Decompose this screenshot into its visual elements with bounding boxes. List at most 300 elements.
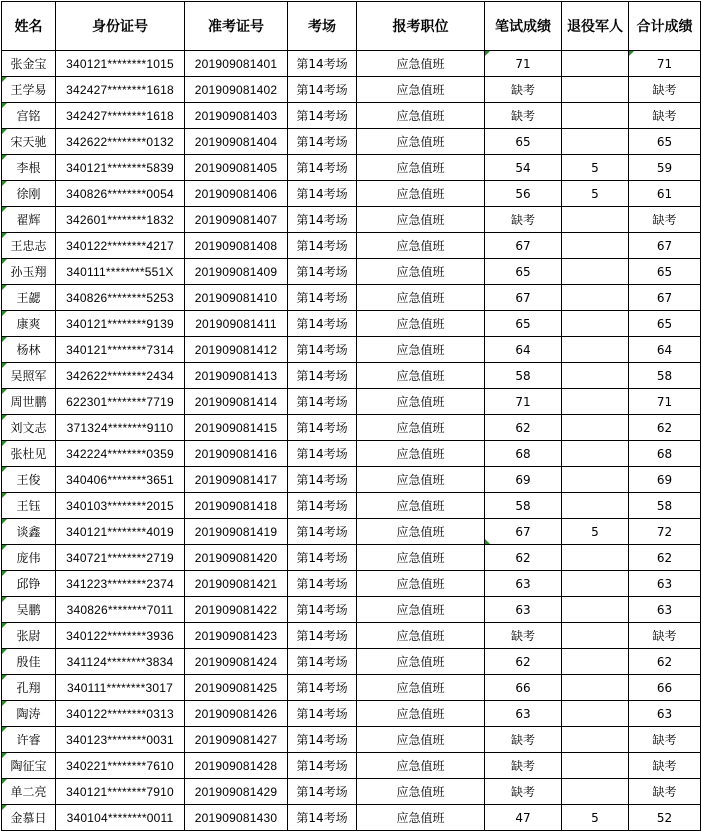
table-row xyxy=(2,259,701,285)
cell-marker-icon xyxy=(2,519,7,524)
cell-written-score: 62 xyxy=(485,649,562,675)
cell-exam-ticket: 201909081401 xyxy=(185,51,288,77)
cell-total-score: 缺考 xyxy=(629,207,701,233)
cell-id-number: 340406********3651 xyxy=(56,467,185,493)
table-row xyxy=(2,571,701,597)
table-row xyxy=(2,441,701,467)
cell-veteran xyxy=(562,207,629,233)
cell-written-score: 63 xyxy=(485,597,562,623)
cell-exam-ticket: 201909081425 xyxy=(185,675,288,701)
cell-marker-icon xyxy=(2,389,7,394)
cell-position: 应急值班 xyxy=(357,571,485,597)
header-written-score: 笔试成绩 xyxy=(485,2,562,51)
cell-marker-icon xyxy=(2,597,7,602)
cell-exam-room: 第14考场 xyxy=(288,571,357,597)
cell-exam-room: 第14考场 xyxy=(288,77,357,103)
cell-name: 吴照军 xyxy=(2,363,56,389)
cell-marker-icon xyxy=(2,623,7,628)
cell-exam-ticket: 201909081427 xyxy=(185,727,288,753)
cell-exam-room: 第14考场 xyxy=(288,155,357,181)
table-row xyxy=(2,493,701,519)
table-row xyxy=(2,415,701,441)
cell-total-score: 67 xyxy=(629,285,701,311)
cell-exam-room: 第14考场 xyxy=(288,415,357,441)
cell-total-score: 59 xyxy=(629,155,701,181)
cell-marker-icon xyxy=(2,363,7,368)
cell-exam-ticket: 201909081422 xyxy=(185,597,288,623)
cell-total-score: 缺考 xyxy=(629,623,701,649)
cell-position: 应急值班 xyxy=(357,441,485,467)
cell-id-number: 340826********5253 xyxy=(56,285,185,311)
cell-id-number: 340121********4019 xyxy=(56,519,185,545)
cell-exam-room: 第14考场 xyxy=(288,805,357,831)
cell-marker-icon xyxy=(2,103,7,108)
cell-veteran xyxy=(562,675,629,701)
cell-written-score: 66 xyxy=(485,675,562,701)
cell-total-score: 65 xyxy=(629,129,701,155)
cell-position: 应急值班 xyxy=(357,467,485,493)
cell-exam-ticket: 201909081417 xyxy=(185,467,288,493)
table-row xyxy=(2,233,701,259)
cell-position: 应急值班 xyxy=(357,233,485,259)
cell-id-number: 340122********4217 xyxy=(56,233,185,259)
cell-total-score: 58 xyxy=(629,363,701,389)
table-row xyxy=(2,519,701,545)
cell-written-score: 71 xyxy=(485,51,562,77)
cell-written-score: 69 xyxy=(485,467,562,493)
cell-total-score: 62 xyxy=(629,649,701,675)
cell-written-score: 54 xyxy=(485,155,562,181)
cell-name: 殷佳 xyxy=(2,649,56,675)
cell-name: 徐刚 xyxy=(2,181,56,207)
cell-name: 谈鑫 xyxy=(2,519,56,545)
cell-id-number: 340122********0313 xyxy=(56,701,185,727)
cell-position: 应急值班 xyxy=(357,779,485,805)
cell-name: 李根 xyxy=(2,155,56,181)
cell-written-score: 56 xyxy=(485,181,562,207)
cell-exam-ticket: 201909081430 xyxy=(185,805,288,831)
cell-veteran xyxy=(562,337,629,363)
cell-marker-icon xyxy=(2,545,7,550)
cell-exam-ticket: 201909081409 xyxy=(185,259,288,285)
cell-exam-room: 第14考场 xyxy=(288,337,357,363)
cell-marker-icon xyxy=(2,441,7,446)
cell-position: 应急值班 xyxy=(357,675,485,701)
cell-name: 张金宝 xyxy=(2,51,56,77)
cell-written-score: 64 xyxy=(485,337,562,363)
cell-id-number: 340121********9139 xyxy=(56,311,185,337)
cell-total-score: 69 xyxy=(629,467,701,493)
cell-id-number: 342427********1618 xyxy=(56,77,185,103)
cell-id-number: 341124********3834 xyxy=(56,649,185,675)
cell-written-score: 缺考 xyxy=(485,77,562,103)
cell-total-score: 68 xyxy=(629,441,701,467)
cell-exam-room: 第14考场 xyxy=(288,103,357,129)
cell-id-number: 342224********0359 xyxy=(56,441,185,467)
cell-exam-ticket: 201909081411 xyxy=(185,311,288,337)
cell-exam-ticket: 201909081405 xyxy=(185,155,288,181)
cell-name: 吴鹏 xyxy=(2,597,56,623)
cell-position: 应急值班 xyxy=(357,259,485,285)
cell-marker-icon xyxy=(2,155,7,160)
cell-position: 应急值班 xyxy=(357,727,485,753)
cell-exam-room: 第14考场 xyxy=(288,675,357,701)
cell-id-number: 342601********1832 xyxy=(56,207,185,233)
cell-marker-icon xyxy=(2,233,7,238)
cell-exam-room: 第14考场 xyxy=(288,181,357,207)
cell-exam-room: 第14考场 xyxy=(288,753,357,779)
cell-exam-ticket: 201909081429 xyxy=(185,779,288,805)
cell-name: 张杜见 xyxy=(2,441,56,467)
cell-veteran xyxy=(562,103,629,129)
cell-position: 应急值班 xyxy=(357,285,485,311)
cell-exam-room: 第14考场 xyxy=(288,701,357,727)
table-row xyxy=(2,207,701,233)
cell-name: 宋天驰 xyxy=(2,129,56,155)
cell-veteran xyxy=(562,441,629,467)
cell-exam-room: 第14考场 xyxy=(288,285,357,311)
cell-veteran xyxy=(562,389,629,415)
cell-position: 应急值班 xyxy=(357,155,485,181)
cell-id-number: 340121********5839 xyxy=(56,155,185,181)
cell-veteran xyxy=(562,597,629,623)
table-row xyxy=(2,779,701,805)
cell-marker-icon xyxy=(2,311,7,316)
table-row xyxy=(2,181,701,207)
cell-veteran xyxy=(562,545,629,571)
cell-written-score: 67 xyxy=(485,285,562,311)
cell-total-score: 62 xyxy=(629,545,701,571)
cell-exam-room: 第14考场 xyxy=(288,649,357,675)
table-row xyxy=(2,727,701,753)
cell-marker-icon xyxy=(2,649,7,654)
cell-exam-room: 第14考场 xyxy=(288,623,357,649)
cell-written-score: 缺考 xyxy=(485,727,562,753)
cell-name: 孙玉翔 xyxy=(2,259,56,285)
cell-veteran: 5 xyxy=(562,805,629,831)
cell-veteran xyxy=(562,467,629,493)
cell-name: 陶涛 xyxy=(2,701,56,727)
header-total-score: 合计成绩 xyxy=(629,2,701,51)
cell-id-number: 340121********7314 xyxy=(56,337,185,363)
cell-exam-ticket: 201909081403 xyxy=(185,103,288,129)
cell-id-number: 340103********2015 xyxy=(56,493,185,519)
cell-exam-ticket: 201909081408 xyxy=(185,233,288,259)
cell-veteran: 5 xyxy=(562,155,629,181)
cell-name: 王钰 xyxy=(2,493,56,519)
cell-name: 孔翔 xyxy=(2,675,56,701)
cell-exam-ticket: 201909081404 xyxy=(185,129,288,155)
cell-exam-ticket: 201909081416 xyxy=(185,441,288,467)
cell-position: 应急值班 xyxy=(357,77,485,103)
cell-name: 康爽 xyxy=(2,311,56,337)
cell-veteran xyxy=(562,311,629,337)
cell-exam-ticket: 201909081414 xyxy=(185,389,288,415)
cell-position: 应急值班 xyxy=(357,597,485,623)
cell-position: 应急值班 xyxy=(357,415,485,441)
score-table xyxy=(1,1,701,831)
cell-position: 应急值班 xyxy=(357,805,485,831)
cell-id-number: 340111********3017 xyxy=(56,675,185,701)
cell-exam-room: 第14考场 xyxy=(288,129,357,155)
cell-total-score: 66 xyxy=(629,675,701,701)
cell-veteran xyxy=(562,779,629,805)
cell-written-score: 65 xyxy=(485,259,562,285)
cell-total-score: 52 xyxy=(629,805,701,831)
cell-marker-icon xyxy=(629,51,634,56)
cell-exam-room: 第14考场 xyxy=(288,597,357,623)
cell-exam-ticket: 201909081419 xyxy=(185,519,288,545)
cell-id-number: 371324********9110 xyxy=(56,415,185,441)
cell-exam-room: 第14考场 xyxy=(288,311,357,337)
cell-written-score: 62 xyxy=(485,415,562,441)
cell-name: 陶征宝 xyxy=(2,753,56,779)
cell-total-score: 63 xyxy=(629,701,701,727)
cell-name: 王俊 xyxy=(2,467,56,493)
cell-total-score: 58 xyxy=(629,493,701,519)
cell-name: 邱铮 xyxy=(2,571,56,597)
cell-marker-icon xyxy=(485,539,490,544)
table-row xyxy=(2,467,701,493)
header-id-number: 身份证号 xyxy=(56,2,185,51)
cell-exam-room: 第14考场 xyxy=(288,233,357,259)
cell-id-number: 340121********1015 xyxy=(56,51,185,77)
cell-position: 应急值班 xyxy=(357,129,485,155)
table-row xyxy=(2,337,701,363)
cell-name: 金慕日 xyxy=(2,805,56,831)
cell-exam-ticket: 201909081406 xyxy=(185,181,288,207)
cell-marker-icon xyxy=(2,285,7,290)
table-row xyxy=(2,389,701,415)
cell-position: 应急值班 xyxy=(357,519,485,545)
table-row xyxy=(2,103,701,129)
cell-total-score: 65 xyxy=(629,259,701,285)
cell-exam-room: 第14考场 xyxy=(288,467,357,493)
cell-position: 应急值班 xyxy=(357,207,485,233)
cell-written-score: 63 xyxy=(485,571,562,597)
cell-name: 王忠志 xyxy=(2,233,56,259)
cell-veteran: 5 xyxy=(562,181,629,207)
cell-id-number: 342622********0132 xyxy=(56,129,185,155)
cell-marker-icon xyxy=(2,805,7,810)
cell-written-score: 71 xyxy=(485,389,562,415)
cell-marker-icon xyxy=(2,259,7,264)
cell-total-score: 缺考 xyxy=(629,77,701,103)
cell-marker-icon xyxy=(2,129,7,134)
cell-veteran xyxy=(562,363,629,389)
cell-position: 应急值班 xyxy=(357,753,485,779)
cell-id-number: 340123********0031 xyxy=(56,727,185,753)
cell-exam-ticket: 201909081428 xyxy=(185,753,288,779)
cell-marker-icon xyxy=(2,753,7,758)
cell-exam-ticket: 201909081426 xyxy=(185,701,288,727)
cell-written-score: 67 xyxy=(485,233,562,259)
cell-written-score: 68 xyxy=(485,441,562,467)
cell-name: 宫铭 xyxy=(2,103,56,129)
cell-id-number: 342427********1618 xyxy=(56,103,185,129)
cell-exam-ticket: 201909081421 xyxy=(185,571,288,597)
cell-written-score: 62 xyxy=(485,545,562,571)
table-row xyxy=(2,597,701,623)
cell-id-number: 340122********3936 xyxy=(56,623,185,649)
cell-name: 王勰 xyxy=(2,285,56,311)
table-row xyxy=(2,753,701,779)
header-row xyxy=(2,2,701,51)
cell-written-score: 缺考 xyxy=(485,779,562,805)
cell-id-number: 340826********0054 xyxy=(56,181,185,207)
table-row xyxy=(2,649,701,675)
cell-written-score: 65 xyxy=(485,311,562,337)
cell-exam-room: 第14考场 xyxy=(288,779,357,805)
cell-position: 应急值班 xyxy=(357,363,485,389)
cell-exam-ticket: 201909081423 xyxy=(185,623,288,649)
header-position: 报考职位 xyxy=(357,2,485,51)
cell-name: 刘文志 xyxy=(2,415,56,441)
cell-position: 应急值班 xyxy=(357,701,485,727)
cell-veteran xyxy=(562,415,629,441)
cell-position: 应急值班 xyxy=(357,337,485,363)
cell-written-score: 65 xyxy=(485,129,562,155)
cell-total-score: 64 xyxy=(629,337,701,363)
table-row xyxy=(2,363,701,389)
cell-name: 张尉 xyxy=(2,623,56,649)
cell-total-score: 缺考 xyxy=(629,103,701,129)
table-row xyxy=(2,285,701,311)
cell-written-score: 58 xyxy=(485,493,562,519)
cell-marker-icon xyxy=(2,337,7,342)
cell-total-score: 71 xyxy=(629,51,701,77)
cell-marker-icon xyxy=(2,493,7,498)
cell-exam-ticket: 201909081412 xyxy=(185,337,288,363)
cell-total-score: 缺考 xyxy=(629,779,701,805)
cell-name: 翟辉 xyxy=(2,207,56,233)
table-row xyxy=(2,545,701,571)
cell-name: 单二亮 xyxy=(2,779,56,805)
table-row xyxy=(2,701,701,727)
table-row xyxy=(2,311,701,337)
cell-position: 应急值班 xyxy=(357,389,485,415)
table-row xyxy=(2,623,701,649)
cell-total-score: 65 xyxy=(629,311,701,337)
cell-written-score: 67 xyxy=(485,519,562,545)
cell-written-score: 63 xyxy=(485,701,562,727)
cell-exam-ticket: 201909081420 xyxy=(185,545,288,571)
cell-name: 周世鹏 xyxy=(2,389,56,415)
cell-total-score: 67 xyxy=(629,233,701,259)
cell-name: 杨林 xyxy=(2,337,56,363)
cell-id-number: 340721********2719 xyxy=(56,545,185,571)
header-name: 姓名 xyxy=(2,2,56,51)
table-row xyxy=(2,51,701,77)
cell-veteran: 5 xyxy=(562,519,629,545)
cell-exam-room: 第14考场 xyxy=(288,51,357,77)
header-exam-room: 考场 xyxy=(288,2,357,51)
cell-veteran xyxy=(562,77,629,103)
cell-marker-icon xyxy=(2,77,7,82)
cell-exam-room: 第14考场 xyxy=(288,389,357,415)
cell-total-score: 63 xyxy=(629,571,701,597)
cell-veteran xyxy=(562,649,629,675)
cell-exam-room: 第14考场 xyxy=(288,545,357,571)
cell-position: 应急值班 xyxy=(357,649,485,675)
cell-marker-icon xyxy=(2,207,7,212)
cell-written-score: 缺考 xyxy=(485,623,562,649)
header-exam-ticket: 准考证号 xyxy=(185,2,288,51)
cell-veteran xyxy=(562,233,629,259)
table-row xyxy=(2,805,701,831)
table-row xyxy=(2,155,701,181)
cell-veteran xyxy=(562,493,629,519)
cell-total-score: 71 xyxy=(629,389,701,415)
cell-veteran xyxy=(562,753,629,779)
cell-position: 应急值班 xyxy=(357,181,485,207)
cell-total-score: 缺考 xyxy=(629,727,701,753)
cell-written-score: 缺考 xyxy=(485,753,562,779)
cell-exam-room: 第14考场 xyxy=(288,441,357,467)
cell-position: 应急值班 xyxy=(357,311,485,337)
cell-name: 许睿 xyxy=(2,727,56,753)
cell-exam-room: 第14考场 xyxy=(288,259,357,285)
cell-veteran xyxy=(562,129,629,155)
cell-exam-room: 第14考场 xyxy=(288,207,357,233)
cell-veteran xyxy=(562,259,629,285)
cell-total-score: 61 xyxy=(629,181,701,207)
cell-marker-icon xyxy=(2,701,7,706)
cell-exam-room: 第14考场 xyxy=(288,363,357,389)
cell-marker-icon xyxy=(2,727,7,732)
cell-name: 王学易 xyxy=(2,77,56,103)
cell-id-number: 340221********7610 xyxy=(56,753,185,779)
cell-exam-ticket: 201909081407 xyxy=(185,207,288,233)
cell-total-score: 63 xyxy=(629,597,701,623)
cell-position: 应急值班 xyxy=(357,623,485,649)
cell-total-score: 62 xyxy=(629,415,701,441)
cell-veteran xyxy=(562,51,629,77)
header-veteran: 退役军人 xyxy=(562,2,629,51)
cell-id-number: 340121********7910 xyxy=(56,779,185,805)
cell-veteran xyxy=(562,285,629,311)
cell-marker-icon xyxy=(2,675,7,680)
cell-name: 庞伟 xyxy=(2,545,56,571)
cell-written-score: 缺考 xyxy=(485,103,562,129)
cell-veteran xyxy=(562,701,629,727)
cell-exam-ticket: 201909081410 xyxy=(185,285,288,311)
cell-id-number: 340826********7011 xyxy=(56,597,185,623)
cell-exam-ticket: 201909081413 xyxy=(185,363,288,389)
cell-exam-room: 第14考场 xyxy=(288,493,357,519)
cell-written-score: 58 xyxy=(485,363,562,389)
cell-id-number: 341223********2374 xyxy=(56,571,185,597)
cell-marker-icon xyxy=(485,51,490,56)
cell-marker-icon xyxy=(2,571,7,576)
cell-position: 应急值班 xyxy=(357,493,485,519)
cell-marker-icon xyxy=(2,415,7,420)
table-row xyxy=(2,675,701,701)
cell-veteran xyxy=(562,727,629,753)
cell-exam-ticket: 201909081415 xyxy=(185,415,288,441)
table-row xyxy=(2,129,701,155)
cell-id-number: 340104********0011 xyxy=(56,805,185,831)
cell-total-score: 缺考 xyxy=(629,753,701,779)
cell-total-score: 72 xyxy=(629,519,701,545)
cell-written-score: 缺考 xyxy=(485,207,562,233)
table-row xyxy=(2,77,701,103)
cell-position: 应急值班 xyxy=(357,545,485,571)
cell-veteran xyxy=(562,623,629,649)
cell-id-number: 622301********7719 xyxy=(56,389,185,415)
cell-written-score: 47 xyxy=(485,805,562,831)
cell-exam-room: 第14考场 xyxy=(288,727,357,753)
